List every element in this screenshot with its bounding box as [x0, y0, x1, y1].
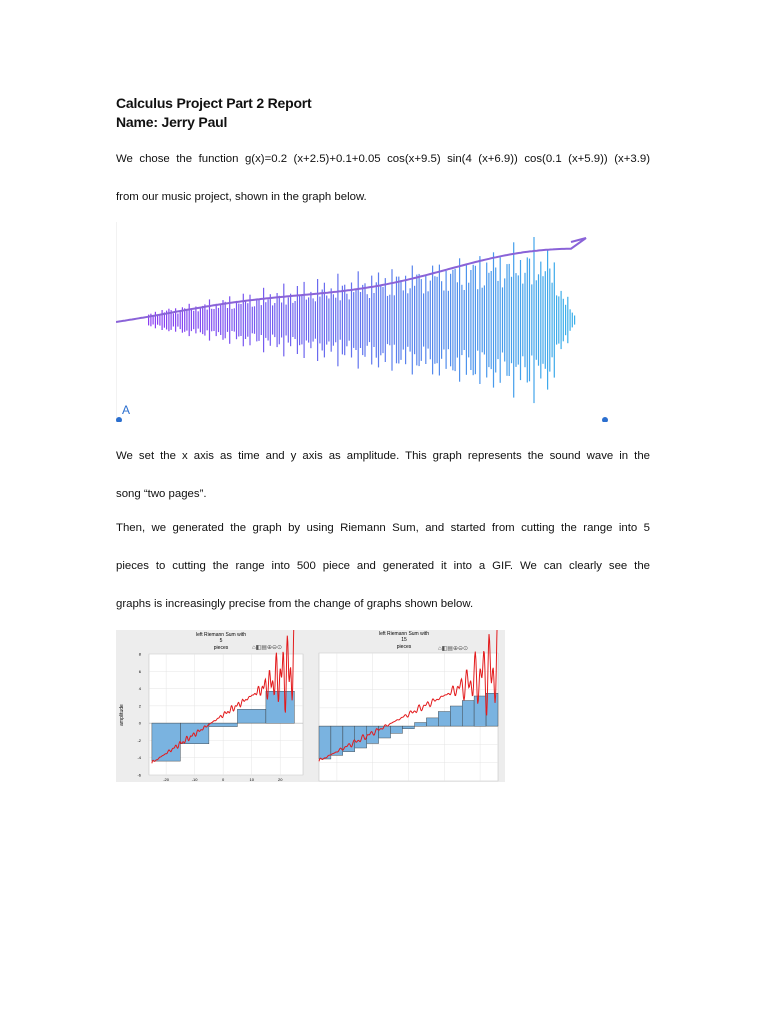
wave-bar	[558, 296, 559, 343]
wave-bar	[482, 288, 483, 353]
wave-bar	[423, 293, 424, 346]
x-tick-label: -20	[163, 777, 169, 782]
wave-bar	[340, 300, 341, 339]
wave-bar	[382, 287, 383, 353]
wave-bar	[502, 287, 503, 352]
wave-bar	[288, 298, 289, 343]
paragraph-2-line-2: song “two pages”.	[116, 488, 207, 500]
wave-bar	[410, 288, 411, 351]
wave-bar	[184, 308, 185, 332]
wave-bar	[441, 281, 442, 359]
paragraph-1-line-2: from our music project, shown in the graph below.	[116, 191, 367, 203]
wave-bar	[315, 301, 316, 338]
wave-bar	[317, 279, 318, 361]
x-tick-label: 0	[221, 777, 225, 782]
riemann-bar	[462, 701, 474, 727]
wave-bar	[495, 268, 496, 373]
wave-bar	[362, 285, 363, 355]
wave-bar	[304, 282, 305, 358]
wave-bar	[306, 300, 307, 341]
wave-bar	[310, 292, 311, 348]
wave-bar	[222, 300, 223, 340]
paragraph-3-line-2: pieces to cutting the range into 500 piece and generated it into a GIF. We can clearly see the	[116, 560, 650, 572]
wave-bar	[331, 288, 332, 351]
wave-bar	[529, 259, 530, 382]
wave-bar	[542, 276, 543, 364]
chart-5-toolbar[interactable]	[252, 645, 282, 651]
y-tick-label: 8	[138, 651, 141, 657]
wave-bar	[464, 290, 465, 350]
wave-bar	[231, 309, 232, 331]
wave-bar	[198, 311, 199, 328]
wave-bar	[466, 265, 467, 375]
wave-bar	[405, 276, 406, 365]
wave-bar	[473, 265, 474, 375]
wave-bar	[419, 274, 420, 366]
author-name: Name: Jerry Paul	[116, 114, 228, 130]
wave-bar	[524, 273, 525, 367]
y-tick-label: 0	[138, 720, 141, 726]
wave-bar	[425, 276, 426, 364]
wave-bar	[333, 294, 334, 345]
chart-15-toolbar-icons[interactable]: ⌂◧▤⊕⊖⊙	[438, 646, 469, 652]
wave-bar	[252, 307, 253, 334]
wave-bar	[540, 262, 541, 379]
wave-bar	[380, 285, 381, 356]
wave-bar	[513, 242, 514, 397]
wave-bar	[574, 316, 575, 325]
chart-15-toolbar[interactable]	[438, 646, 468, 652]
wave-bar	[428, 291, 429, 348]
wave-bar	[283, 284, 284, 357]
wave-bar	[220, 305, 221, 335]
wave-bar	[274, 303, 275, 337]
wave-bar	[434, 276, 435, 364]
wave-bar	[497, 281, 498, 359]
riemann-chart-15-pieces	[319, 630, 498, 781]
wave-bar	[518, 275, 519, 364]
wave-bar	[295, 301, 296, 339]
wave-bar	[204, 304, 205, 335]
riemann-bar	[486, 693, 498, 726]
riemann-bar	[266, 691, 295, 723]
wave-bar	[398, 277, 399, 364]
wave-bar	[493, 252, 494, 387]
wave-bar	[240, 304, 241, 336]
wave-bar	[459, 258, 460, 381]
wave-bar	[342, 286, 343, 355]
wave-bar	[211, 309, 212, 332]
wave-bar	[225, 302, 226, 339]
wave-bar	[506, 264, 507, 376]
wave-bar	[279, 296, 280, 345]
wave-bar	[367, 294, 368, 346]
wave-bar	[443, 291, 444, 350]
wave-bar	[200, 308, 201, 333]
report-title: Calculus Project Part 2 Report	[116, 95, 312, 111]
riemann-bar	[319, 726, 331, 759]
wave-bar	[207, 310, 208, 331]
y-tick-label: -6	[137, 772, 141, 778]
wave-bar	[549, 269, 550, 372]
wave-bar	[552, 283, 553, 358]
wave-bar	[475, 266, 476, 374]
wave-slider-dot-right	[602, 417, 608, 422]
wave-bar	[572, 313, 573, 328]
wave-bar	[319, 297, 320, 344]
wave-bar	[299, 295, 300, 345]
wave-bar	[373, 293, 374, 347]
y-tick-label: 6	[138, 668, 141, 674]
paragraph-1-line-1: We chose the function g(x)=0.2 (x+2.5)+0.1+0.05 cos(x+9.5) sin(4 (x+6.9)) cos(0.1 (x+5.9)) (x+3.9)	[116, 153, 650, 165]
wave-bar	[387, 296, 388, 344]
wave-bar	[565, 305, 566, 335]
wave-bar	[391, 269, 392, 371]
wave-bar	[554, 262, 555, 377]
y-tick-label: 4	[138, 686, 141, 692]
wave-bar	[358, 271, 359, 368]
wave-bar	[455, 269, 456, 371]
wave-bar	[344, 285, 345, 356]
wave-bar	[218, 308, 219, 332]
wave-bar	[322, 290, 323, 351]
wave-bar	[364, 283, 365, 357]
wave-bar	[522, 284, 523, 357]
chart-5-ylabel: amplitude	[119, 704, 125, 726]
wave-bar	[272, 305, 273, 334]
wave-bar	[308, 297, 309, 342]
wave-bar	[227, 308, 228, 332]
wave-bar	[159, 314, 160, 325]
wave-bar	[351, 283, 352, 358]
wave-bar	[488, 273, 489, 367]
wave-bar	[504, 278, 505, 361]
wave-bar	[531, 284, 532, 355]
wave-slider-dot-left	[116, 417, 122, 422]
wave-bar	[570, 309, 571, 331]
wave-bar	[193, 311, 194, 329]
wave-bar	[346, 294, 347, 347]
wave-bar	[277, 293, 278, 347]
wave-bar	[313, 298, 314, 341]
wave-bar	[412, 266, 413, 375]
wave-bar	[360, 292, 361, 348]
wave-bar	[155, 312, 156, 329]
riemann-bar	[450, 706, 462, 726]
y-tick-label: -4	[137, 755, 141, 761]
wave-bar	[236, 301, 237, 339]
wave-bar	[389, 295, 390, 346]
wave-bar	[263, 288, 264, 353]
wave-bar	[292, 303, 293, 337]
riemann-bar	[379, 726, 391, 738]
wave-bar	[448, 291, 449, 349]
wave-bars	[148, 237, 575, 403]
paragraph-2-line-1: We set the x axis as time and y axis as amplitude. This graph represents the sound wave in the	[116, 450, 650, 462]
wave-bar	[195, 307, 196, 334]
wave-bar	[446, 271, 447, 369]
wave-bar	[268, 299, 269, 340]
wave-bar	[567, 297, 568, 343]
riemann-bar	[415, 723, 427, 727]
wave-bar	[238, 304, 239, 337]
wave-bar	[468, 283, 469, 358]
wave-bar	[353, 292, 354, 348]
wave-bar	[173, 313, 174, 326]
chart-15-title-line-1: left Riemann Sum with	[378, 631, 430, 637]
riemann-sum-figures	[116, 630, 505, 782]
wave-bar	[328, 299, 329, 342]
wave-bar	[245, 301, 246, 339]
chart-5-title-line-3: pieces	[213, 645, 229, 651]
wave-bar	[371, 276, 372, 365]
wave-bar	[556, 295, 557, 344]
wave-bar	[421, 279, 422, 361]
riemann-chart-5-pieces	[119, 630, 303, 782]
riemann-bar	[426, 718, 438, 726]
wave-bar	[234, 308, 235, 331]
chart-15-title-line-3: pieces	[396, 644, 412, 650]
riemann-bar	[331, 726, 343, 755]
wave-bar	[509, 264, 510, 376]
wave-bar	[247, 303, 248, 337]
chart-15-title-line-2: 15	[401, 637, 407, 643]
wave-bar	[265, 302, 266, 338]
wave-bar	[261, 305, 262, 335]
wave-bar	[461, 285, 462, 355]
sound-wave-graph	[116, 222, 608, 422]
y-tick-label: -2	[137, 737, 141, 743]
wave-bar	[301, 296, 302, 345]
riemann-bar	[391, 726, 403, 733]
riemann-bar	[209, 723, 238, 727]
wave-bar	[369, 298, 370, 342]
wave-bar	[407, 293, 408, 347]
wave-bar	[326, 296, 327, 345]
wave-bar	[249, 295, 250, 346]
wave-bar	[414, 286, 415, 354]
wave-bar	[545, 271, 546, 369]
wave-bar	[281, 303, 282, 338]
wave-bar	[162, 310, 163, 330]
wave-bar	[213, 309, 214, 331]
wave-bar	[527, 257, 528, 382]
wave-bar	[452, 270, 453, 371]
wave-bar	[355, 290, 356, 350]
y-tick-label: 2	[138, 703, 141, 709]
riemann-bar	[237, 709, 266, 723]
wave-bar	[533, 237, 534, 403]
wave-bar	[479, 256, 480, 384]
x-tick-label: 20	[277, 777, 283, 782]
wave-bar	[432, 266, 433, 375]
wave-bar	[491, 271, 492, 369]
wave-bar	[180, 311, 181, 329]
wave-bar	[385, 278, 386, 362]
wave-bar	[457, 282, 458, 357]
wave-bar	[561, 291, 562, 349]
wave-bar	[270, 294, 271, 346]
wave-bar	[202, 306, 203, 334]
wave-bar	[254, 306, 255, 334]
wave-bar	[515, 273, 516, 367]
wave-bar	[536, 280, 537, 360]
paragraph-3-line-1: Then, we generated the graph by using Riemann Sum, and started from cutting the range into 5	[116, 522, 650, 534]
wave-bar	[177, 314, 178, 327]
wave-bar	[484, 285, 485, 354]
riemann-bar	[438, 712, 450, 727]
wave-bar	[290, 294, 291, 347]
riemann-bar	[403, 726, 415, 729]
wave-bar	[186, 309, 187, 330]
wave-bar	[450, 274, 451, 367]
wave-bar	[470, 270, 471, 370]
wave-bar	[520, 260, 521, 380]
riemann-bar	[152, 723, 181, 761]
wave-bar	[477, 289, 478, 351]
wave-bar	[349, 299, 350, 340]
wave-bar	[157, 315, 158, 324]
wave-bar	[563, 299, 564, 342]
wave-bar	[500, 257, 501, 383]
wave-bar	[439, 265, 440, 376]
wave-bar	[191, 309, 192, 331]
wave-bar	[335, 298, 336, 343]
wave-bar	[511, 277, 512, 363]
wave-bar	[258, 299, 259, 341]
x-tick-label: -10	[191, 777, 198, 782]
wave-bar	[396, 277, 397, 364]
paragraph-3-line-3: graphs is increasingly precise from the change of graphs shown below.	[116, 598, 474, 610]
riemann-bar	[474, 696, 486, 726]
wave-bar	[403, 290, 404, 349]
chart-5-title-line-2: 5	[219, 638, 223, 644]
riemann-bar	[355, 726, 367, 748]
wave-bar	[416, 275, 417, 366]
wave-bar	[216, 304, 217, 336]
wave-bar	[376, 282, 377, 357]
x-tick-label: 10	[249, 777, 254, 782]
wave-bar	[400, 280, 401, 360]
wave-bar	[256, 299, 257, 342]
wave-bar	[486, 263, 487, 378]
wave-bar	[430, 281, 431, 360]
wave-bar	[437, 277, 438, 363]
wave-bar	[547, 251, 548, 390]
chart-5-title-line-1: left Riemann Sum with	[195, 632, 247, 638]
wave-bar	[538, 274, 539, 365]
wave-bar	[286, 305, 287, 336]
chart-5-toolbar-icons[interactable]: ⌂◧▤⊕⊖⊙	[252, 645, 283, 651]
wave-corner-label: A	[122, 403, 131, 417]
wave-bar	[337, 274, 338, 367]
wave-bar	[394, 295, 395, 344]
